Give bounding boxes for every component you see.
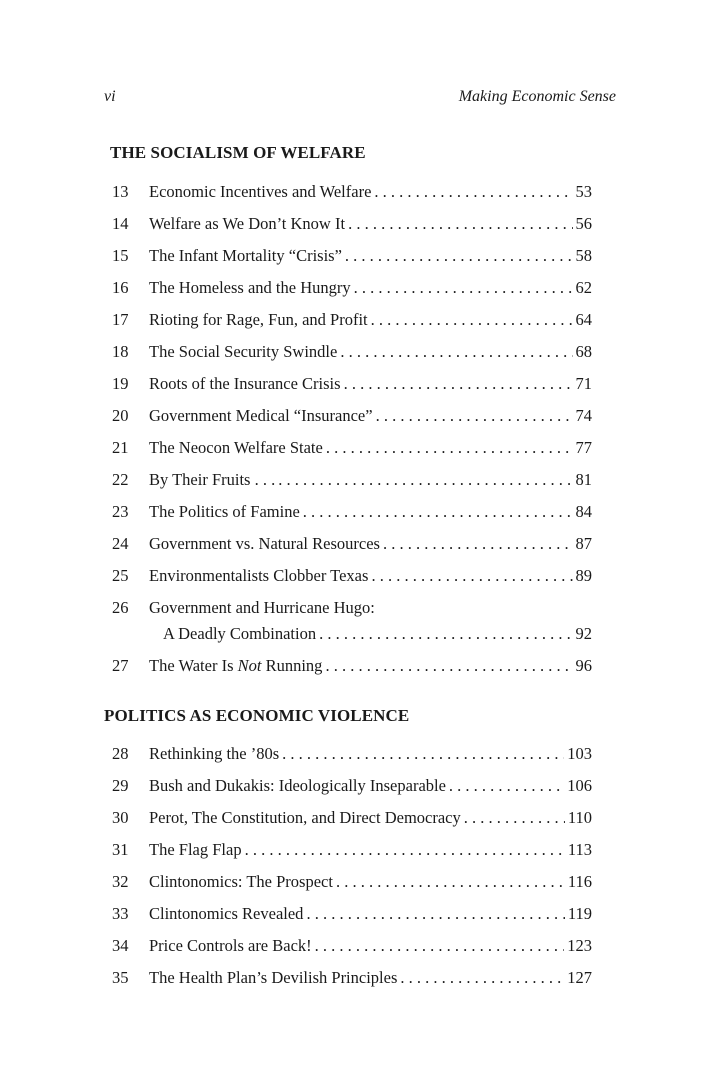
chapter-title: Government Medical “Insurance” [149,406,373,425]
page-number: 71 [575,374,592,393]
chapter-title: Welfare as We Don’t Know It [149,214,346,233]
chapter-number: 31 [112,840,129,859]
chapter-number: 19 [112,374,129,393]
chapter-title: The Social Security Swindle [149,342,338,361]
chapter-number: 32 [112,872,129,891]
chapter-title [149,655,322,677]
section-heading: THE SOCIALISM OF WELFARE [110,143,366,162]
chapter-number: 24 [112,534,129,553]
page-number: 119 [567,904,592,923]
page-number: 89 [575,566,592,585]
dot-leader [464,807,565,829]
dot-leader [245,839,565,861]
chapter-number: 13 [112,182,129,201]
page-number: 123 [567,936,592,955]
chapter-number: 30 [112,808,129,827]
dot-leader [325,655,572,677]
chapter-number: 29 [112,776,129,795]
page-number: 81 [575,470,592,489]
dot-leader [282,743,564,765]
chapter-number: 18 [112,342,129,361]
page-number: 113 [567,840,592,859]
dot-leader [303,501,573,523]
chapter-number: 34 [112,936,129,955]
chapter-title: Government and Hurricane Hugo: [149,598,375,617]
page-number: 106 [567,776,592,795]
page-number: 96 [575,656,592,675]
chapter-title-part: Running [261,656,323,675]
dot-leader [371,565,572,587]
dot-leader [278,469,572,491]
dot-leader [306,903,564,925]
dot-leader [371,309,573,331]
page-number: 77 [575,438,592,457]
chapter-title: The Politics of Famine [149,502,300,521]
page-number: 87 [575,534,592,553]
page-number: 84 [575,502,592,521]
chapter-number: 17 [112,310,129,329]
dot-leader [345,245,573,267]
page-number: 92 [575,624,592,643]
chapter-title: Clintonomics: The Prospect [149,872,333,891]
chapter-title: The Homeless and the Hungry [149,278,351,297]
page-folio: vi [104,88,116,105]
chapter-number: 27 [112,656,129,675]
dot-leader [383,533,573,555]
page-number: 58 [575,246,592,265]
dot-leader [376,405,573,427]
chapter-title: Bush and Dukakis: Ideologically Inseparable [149,776,446,795]
chapter-title: Environmentalists Clobber Texas [149,566,369,585]
chapter-number: 21 [112,438,129,457]
dot-leader [326,437,573,459]
page-number: 116 [567,872,592,891]
chapter-number: 33 [112,904,129,923]
chapter-number: 25 [112,566,129,585]
chapter-title: Government vs. Natural Resources [149,534,380,553]
chapter-number: 15 [112,246,129,265]
page-number: 74 [575,406,592,425]
dot-leader [354,277,573,299]
chapter-title: Rioting for Rage, Fun, and Profit [149,310,368,329]
dot-leader [348,213,572,235]
chapter-number: 23 [112,502,129,521]
page-number: 53 [575,182,592,201]
page-number: 56 [575,214,592,233]
dot-leader [449,775,564,797]
dot-leader [336,871,565,893]
chapter-title: The Health Plan’s Devilish Principles [149,968,398,987]
chapter-title: Price Controls are Back! [149,936,312,955]
chapter-title-line2: A Deadly Combination [163,624,317,643]
chapter-title-emphasis: Not [237,656,262,675]
chapter-number: 16 [112,278,129,297]
dot-leader [374,181,572,203]
dot-leader [400,967,564,989]
chapter-title: By Their Fruits . . . [149,470,276,489]
page-number: 103 [567,744,592,763]
dot-leader [315,935,565,957]
chapter-title: Perot, The Constitution, and Direct Democracy [149,808,461,827]
chapter-title: Economic Incentives and Welfare [149,182,372,201]
chapter-title: Clintonomics Revealed [149,904,304,923]
chapter-title: The Neocon Welfare State [149,438,323,457]
dot-leader [340,341,572,363]
dot-leader [344,373,573,395]
section-heading: POLITICS AS ECONOMIC VIOLENCE [104,706,410,725]
chapter-number: 14 [112,214,129,233]
chapter-title: Roots of the Insurance Crisis [149,374,341,393]
running-head [104,88,616,112]
chapter-number: 26 [112,598,129,617]
dot-leader [319,623,572,645]
page-number: 127 [567,968,592,987]
book-title: Making Economic Sense [458,88,616,105]
page-number: 68 [575,342,592,361]
page-number: 62 [575,278,592,297]
chapter-number: 20 [112,406,129,425]
chapter-number: 28 [112,744,129,763]
page-number: 64 [575,310,592,329]
chapter-title: Rethinking the ’80s [149,744,280,763]
chapter-number: 35 [112,968,129,987]
chapter-number: 22 [112,470,129,489]
page-number: 110 [567,808,592,827]
chapter-title-part: The Water Is [149,656,238,675]
chapter-title: The Infant Mortality “Crisis” [149,246,342,265]
chapter-title: The Flag Flap [149,840,242,859]
